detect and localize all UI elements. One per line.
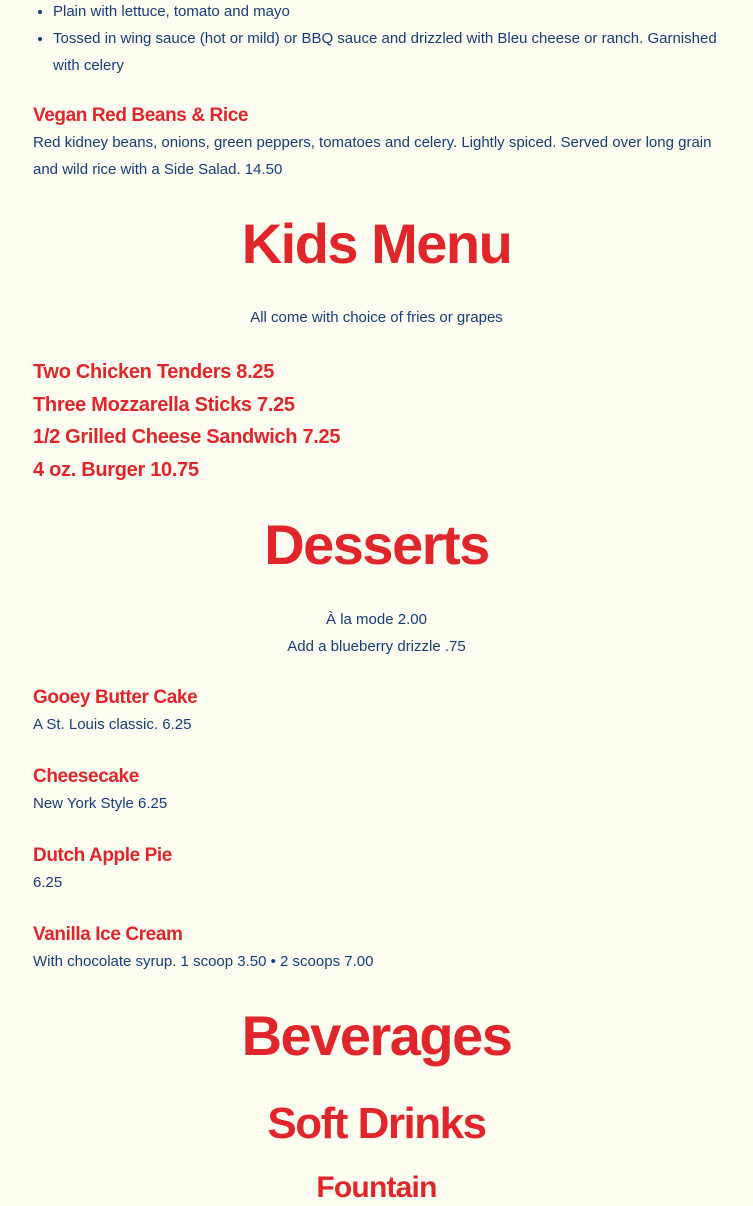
kids-item: Three Mozzarella Sticks 7.25 xyxy=(33,393,295,416)
item-description: Red kidney beans, onions, green peppers, tomatoes and celery. Lightly spiced. Served over long grain and wild rice with a Side Salad. 14.50 xyxy=(33,134,712,178)
kids-menu-note: All come with choice of fries or grapes xyxy=(250,309,503,326)
burger-options-list xyxy=(33,0,743,79)
list-item: • Plain with lettuce, tomato and mayo xyxy=(53,0,743,25)
item-title: Gooey Butter Cake xyxy=(33,687,198,708)
dessert-item xyxy=(33,922,723,975)
kids-menu-items xyxy=(33,356,723,486)
fountain-heading: Fountain xyxy=(316,1171,437,1204)
dessert-item xyxy=(33,843,723,896)
item-title: Cheesecake xyxy=(33,766,139,787)
dessert-item xyxy=(33,764,723,817)
item-title: Vanilla Ice Cream xyxy=(33,924,183,945)
kids-menu-heading: Kids Menu xyxy=(241,212,512,275)
item-description: A St. Louis classic. 6.25 xyxy=(33,716,192,733)
kids-item: Two Chicken Tenders 8.25 xyxy=(33,361,275,383)
beverages-heading: Beverages xyxy=(241,1004,512,1067)
item-description: 6.25 xyxy=(33,874,63,891)
item-description: With chocolate syrup. 1 scoop 3.50 • 2 scoops 7.00 xyxy=(33,953,374,970)
item-title: Dutch Apple Pie xyxy=(33,845,172,866)
kids-item: 1/2 Grilled Cheese Sandwich 7.25 xyxy=(33,426,341,448)
desserts-heading: Desserts xyxy=(264,513,489,576)
desserts-note: À la mode 2.00 xyxy=(326,611,427,628)
item-title: Vegan Red Beans & Rice xyxy=(33,105,249,126)
dessert-item xyxy=(33,685,723,738)
list-item: • Tossed in wing sauce (hot or mild) or BBQ sauce and drizzled with Bleu cheese or ranch. Garnished with celery xyxy=(53,25,743,79)
soft-drinks-heading: Soft Drinks xyxy=(267,1099,486,1148)
item-description: New York Style 6.25 xyxy=(33,795,168,812)
desserts-note: Add a blueberry drizzle .75 xyxy=(287,638,466,655)
kids-item: 4 oz. Burger 10.75 xyxy=(33,458,199,481)
vegan-item xyxy=(33,103,723,183)
